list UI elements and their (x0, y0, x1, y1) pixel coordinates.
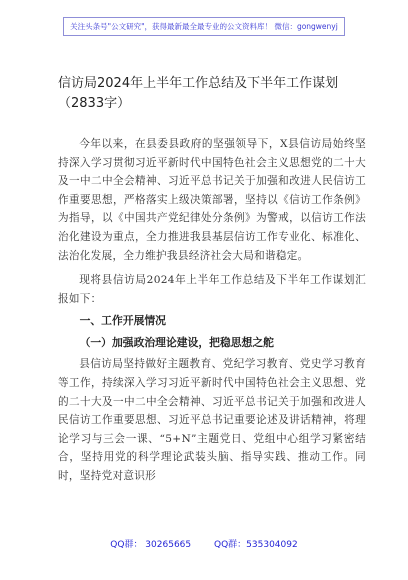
report-intro-paragraph: 现将县信访局2024年上半年工作总结及下半年工作谋划汇报如下： (58, 274, 366, 305)
qq-group-2: QQ群：535304092 (214, 540, 298, 550)
header-banner (0, 14, 408, 36)
document-title: 信访局2024年上半年工作总结及下半年工作谋划（2833字） (58, 76, 339, 111)
document-body (58, 74, 366, 486)
qq-group-1: QQ群： 30265665 (110, 540, 192, 550)
subsection-heading: （一）加强政治理论建设，把稳思想之舵 (79, 336, 274, 350)
body-paragraph: 县信访局坚持做好主题教育、党纪学习教育、党史学习教育等工作，持续深入学习习近平新时代中国特色社会主义思想、党的二十大及一中二中全会精神、习近平总书记关于加强和改进人民信访工作重要思想、习近平总书记重要论述及讲话精神，将理论学习与三会一课、“5+N”主题党日、党组中心组学习紧密结合，坚持用党的科学理论武装头脑、指导实践、推动工作。同时，坚持党对意识形 (58, 358, 366, 482)
section-heading: 一、工作开展情况 (79, 314, 166, 328)
banner-text: 关注头条号"公文研究"，获得最新最全最专业的公文资料库！ 微信：gongwenyj (63, 17, 345, 36)
intro-paragraph: 今年以来，在县委县政府的坚强领导下，X县信访局始终坚持深入学习贯彻习近平新时代中国特色社会主义思想党的二十大及一中二中全会精神、习近平总书记关于加强和改进人民信访工作重要思想，严格落实上级决策部署，坚持以《信访工作条例》为指导，以《中国共产党纪律处分条例》为警戒，以信访工作法治化建设为重点，全力推进我县基层信访工作专业化、标准化、法治化发展，全力维护我县经济社会大局和谐稳定。 (58, 138, 366, 262)
footer-contact (0, 537, 408, 550)
